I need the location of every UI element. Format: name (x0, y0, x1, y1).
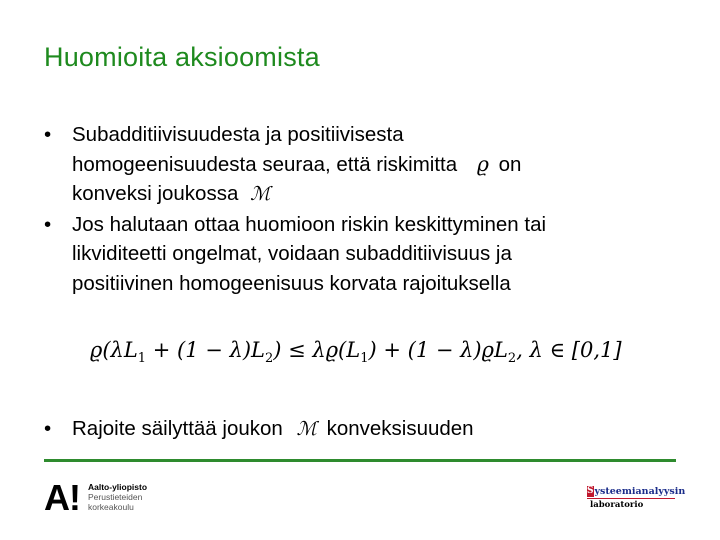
bullet-dot: • (44, 123, 52, 146)
bullet-text: on (498, 152, 522, 176)
formula-sub: 1 (137, 351, 147, 367)
bullet-line: Jos halutaan ottaa huomioon riskin keskittyminen tai (72, 212, 547, 236)
bullet-text: Rajoite säilyttää joukon (72, 417, 283, 440)
bullet-line: likviditeetti ongelmat, voidaan subadditiivisuus ja (72, 242, 512, 265)
aalto-line: Perustieteiden (88, 492, 143, 502)
formula-part: ϱ(λL (90, 338, 138, 362)
bullet-text: konveksi joukossa (72, 182, 239, 205)
bullet-list (44, 120, 684, 298)
systems-analysis-lab-logo (587, 486, 686, 510)
formula-sub: 1 (360, 351, 369, 367)
bullet-line (72, 179, 684, 210)
slide-title: Huomioita aksioomista (44, 42, 320, 72)
lab-logo-line (587, 498, 675, 499)
lab-logo-top (587, 486, 686, 497)
set-m-symbol: ℳ (296, 418, 317, 440)
formula-sub: 2 (507, 351, 517, 367)
bullet-text: konveksisuuden (326, 417, 474, 440)
bullet-item-3 (44, 414, 474, 445)
bullet-line (72, 150, 684, 180)
lab-subtitle: laboratorio (590, 500, 644, 510)
rho-symbol: ϱ (476, 151, 489, 176)
formula-part: ) + (1 − λ)ϱL (368, 338, 508, 362)
formula-part: + (1 − λ)L (146, 338, 265, 362)
bullet-text: homogeenisuudesta seuraa, että riskimitta (72, 152, 458, 176)
aalto-line: Aalto-yliopisto (88, 482, 148, 492)
bullet-item-1 (44, 120, 684, 210)
footer-divider (44, 459, 676, 462)
convexity-formula (90, 338, 622, 366)
set-m-symbol: ℳ (250, 183, 271, 205)
aalto-line: korkeakoulu (88, 502, 134, 512)
bullet-dot: • (44, 417, 52, 440)
lab-name: ysteemianalyysin (594, 486, 686, 497)
aalto-mark-icon: A! (44, 477, 80, 518)
aalto-wordmark (88, 482, 147, 512)
aalto-logo (44, 477, 148, 518)
lab-s-icon: S (587, 486, 594, 496)
formula-part: ) ≤ λϱ(L (273, 338, 361, 362)
formula-sub: 2 (264, 351, 274, 367)
bullet-line: positiivinen homogeenisuus korvata rajoituksella (72, 271, 511, 295)
bullet-dot: • (44, 212, 52, 236)
formula-part: , λ ∈ [0,1] (516, 338, 622, 362)
bullet-line: Subadditiivisuudesta ja positiivisesta (72, 123, 404, 146)
bullet-item-2 (44, 210, 684, 299)
